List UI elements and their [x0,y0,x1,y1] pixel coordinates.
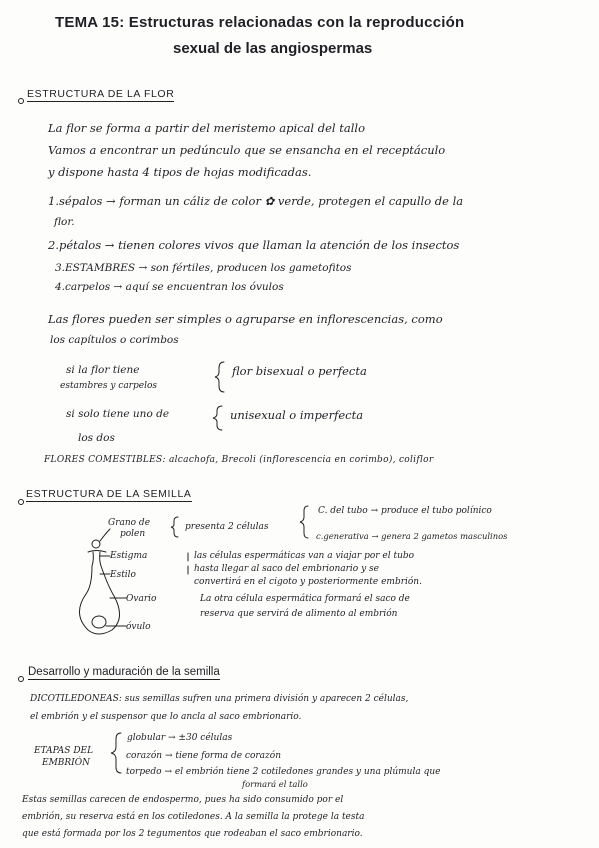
final-paragraph-line: Estas semillas carecen de endospermo, pues ha sido consumido por el [22,795,344,805]
ovule-icon [92,616,106,628]
flor-list-item: 4.carpelos → aquí se encuentran los óvulos [55,281,284,293]
brace-icon [111,733,121,773]
pollen-label: Grano de [108,518,151,528]
section-bullet [18,98,24,104]
stage-globular: globular → ±30 células [127,733,233,743]
diagram-label-estigma: Estigma [110,551,148,561]
semilla-description-line: hasta llegar al saco del embrionario y se [194,564,379,574]
section-bullet [18,676,24,682]
condition-result: flor bisexual o perfecta [232,364,367,378]
final-paragraph-line: que está formada por los 2 tegumentos que rodeaban el saco embrionario. [22,829,363,839]
etapas-label: EMBRIÓN [42,758,90,768]
stage-torpedo: torpedo → el embrión tiene 2 cotiledones grandes y una plúmula que [126,767,441,777]
brace-icon [213,406,222,430]
final-paragraph-line: embrión, su reserva está en los cotiledones. A la semilla la protege la testa [22,812,365,822]
flor-list-item: 3.ESTAMBRES → son fértiles, producen los gametofitos [55,262,352,274]
condition-text: los dos [78,432,115,444]
flor-paragraph-line: Vamos a encontrar un pedúnculo que se ensancha en el receptáculo [48,143,446,157]
condition-result: unisexual o imperfecta [230,408,364,422]
flor-paragraph-line: los capítulos o corimbos [50,334,179,346]
presenta-text: presenta 2 células [185,522,269,532]
page-title-line1: TEMA 15: Estructuras relacionadas con la reproducción [55,14,465,31]
condition-text: si solo tiene uno de [66,408,170,420]
semilla-description-line: las células espermáticas van a viajar por el tubo [194,551,415,561]
pollen-label: polen [120,529,146,539]
condition-text: estambres y carpelos [60,381,157,391]
stage-torpedo-cont: formará el tallo [242,779,308,789]
section-bullet [18,499,24,505]
brace-icon [215,362,224,392]
flor-list-item: flor. [54,216,75,228]
flor-paragraph-line: Las flores pueden ser simples o agruparse en inflorescencias, como [48,312,443,326]
flor-paragraph-line: La flor se forma a partir del meristemo apical del tallo [48,121,366,135]
flor-list-item: 1.sépalos → forman un cáliz de color ✿ verde, protegen el capullo de la [48,194,464,208]
flores-comestibles: FLORES COMESTIBLES: alcachofa, Brecoli (inflorescencia en corimbo), coliflor [44,455,434,465]
brace-icon [300,506,308,538]
flor-paragraph-line: y dispone hasta 4 tipos de hojas modificadas. [48,165,312,179]
semilla-description-line: reserva que servirá de alimento al embrión [200,609,398,619]
diagram-label-ovario: Ovario [126,594,157,604]
diagram-label-ovulo: óvulo [126,622,151,632]
flor-list-item: 2.pétalos → tienen colores vivos que llaman la atención de los insectos [48,238,460,252]
semilla-description-line: La otra célula espermática formará el saco de [200,594,410,604]
section-heading-desarrollo: Desarrollo y maduración de la semilla [28,666,220,678]
pollen-grain-icon [92,540,100,548]
condition-text: si la flor tiene [66,364,140,376]
stage-corazon: corazón → tiene forma de corazón [126,751,281,761]
arrow-icon [100,529,110,541]
diagram-label-estilo: Estilo [110,570,136,580]
dico-line: DICOTILEDONEAS: sus semillas sufren una primera división y aparecen 2 células, [30,694,409,704]
cell-generativa: c.generativa → genera 2 gametos masculinos [316,531,508,541]
brace-icon [171,517,178,537]
etapas-label: ETAPAS DEL [34,746,94,756]
semilla-description-line: convertirá en el cigoto y posteriormente embrión. [194,577,422,587]
dico-line: el embrión y el suspensor que lo ancla al saco embrionario. [30,712,302,722]
section-heading-flor: ESTRUCTURA DE LA FLOR [27,88,175,100]
cell-tubo: C. del tubo → produce el tubo polínico [318,506,492,516]
page-title-line2: sexual de las angiospermas [173,40,373,57]
section-heading-semilla: ESTRUCTURA DE LA SEMILLA [26,488,192,500]
